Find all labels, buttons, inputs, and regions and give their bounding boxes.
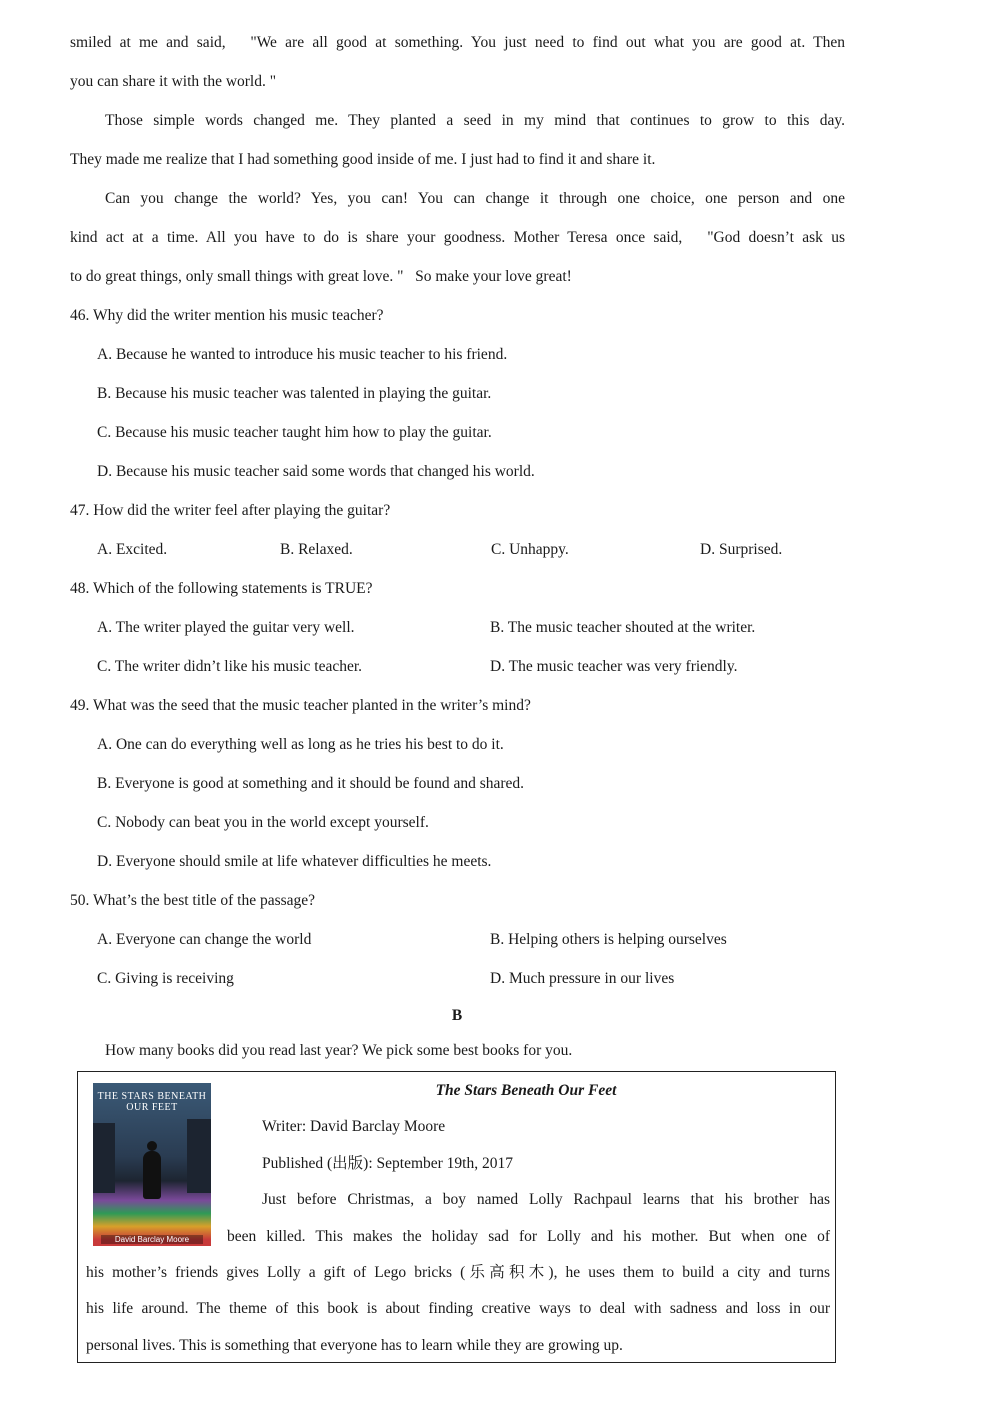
answer-option[interactable]: A. The writer played the guitar very well. [97,619,355,636]
passage-line: to do great things, only small things with great love. " So make your love great! [70,268,572,285]
book-desc-line: his life around. The theme of this book is about finding creative ways to deal with sadness and loss in our [86,1300,830,1317]
passage-line: you can share it with the world. " [70,73,277,90]
question-stem: 46. Why did the writer mention his music teacher? [70,307,384,324]
answer-option[interactable]: B. Because his music teacher was talented in playing the guitar. [97,385,492,402]
question-stem: 47. How did the writer feel after playing the guitar? [70,502,391,519]
cover-title: THE STARS BENEATH OUR FEET [97,1091,207,1113]
answer-option[interactable]: C. The writer didn’t like his music teacher. [97,658,363,675]
answer-options-row [70,964,845,1003]
passage-line: Can you change the world? Yes, you can! You can change it through one choice, one person and one [105,190,845,207]
book-published: Published (出版): September 19th, 2017 [262,1155,513,1172]
answer-option[interactable]: C. Giving is receiving [97,970,234,987]
passage-page [70,28,845,1073]
answer-options-row [70,535,845,574]
answer-option[interactable]: D. Much pressure in our lives [490,970,675,987]
answer-option[interactable]: B. Relaxed. [280,541,353,558]
answer-options-row [70,652,845,691]
answer-option[interactable]: D. The music teacher was very friendly. [490,658,738,675]
question-stem: 50. What’s the best title of the passage? [70,892,316,909]
answer-options-row [70,925,845,964]
section-heading: B [451,1007,463,1024]
answer-option[interactable]: D. Because his music teacher said some words that changed his world. [97,463,535,480]
book-desc-line: personal lives. This is something that everyone has to learn while they are growing up. [86,1337,623,1354]
answer-option[interactable]: A. Because he wanted to introduce his music teacher to his friend. [97,346,508,363]
answer-option[interactable]: C. Because his music teacher taught him how to play the guitar. [97,424,492,441]
book-desc-line: Just before Christmas, a boy named Lolly Rachpaul learns that his brother has [262,1191,830,1208]
answer-option[interactable]: A. Everyone can change the world [97,931,312,948]
passage-line: They made me realize that I had something good inside of me. I just had to find it and share it. [70,151,656,168]
section-intro: How many books did you read last year? We pick some best books for you. [105,1042,573,1059]
book-cover-image [93,1083,211,1246]
answer-option[interactable]: B. Everyone is good at something and it should be found and shared. [97,775,525,792]
question-stem: 49. What was the seed that the music teacher planted in the writer’s mind? [70,697,531,714]
question-stem: 48. Which of the following statements is TRUE? [70,580,373,597]
book-desc-line: his mother’s friends gives Lolly a gift of Lego bricks (乐高积木), he uses them to build a city and turns [86,1264,830,1281]
book-title: The Stars Beneath Our Feet [435,1082,617,1099]
cover-author: David Barclay Moore [101,1235,203,1244]
passage-line: Those simple words changed me. They planted a seed in my mind that continues to grow to this day. [105,112,845,129]
book-card [77,1071,836,1363]
answer-option[interactable]: B. The music teacher shouted at the writer. [490,619,756,636]
answer-option[interactable]: D. Surprised. [700,541,783,558]
passage-line: smiled at me and said, "We are all good at something. You just need to find out what you are good at. Then [70,34,845,51]
answer-option[interactable]: A. One can do everything well as long as he tries his best to do it. [97,736,504,753]
answer-options-row [70,613,845,652]
book-writer: Writer: David Barclay Moore [262,1118,446,1135]
answer-option[interactable]: B. Helping others is helping ourselves [490,931,727,948]
answer-option[interactable]: D. Everyone should smile at life whatever difficulties he meets. [97,853,492,870]
answer-option[interactable]: C. Nobody can beat you in the world except yourself. [97,814,429,831]
book-desc-line: been killed. This makes the holiday sad for Lolly and his mother. But when one of [227,1228,830,1245]
answer-option[interactable]: C. Unhappy. [491,541,569,558]
answer-option[interactable]: A. Excited. [97,541,168,558]
passage-line: kind act at a time. All you have to do is share your goodness. Mother Teresa once said, "God doesn’t ask us [70,229,845,246]
